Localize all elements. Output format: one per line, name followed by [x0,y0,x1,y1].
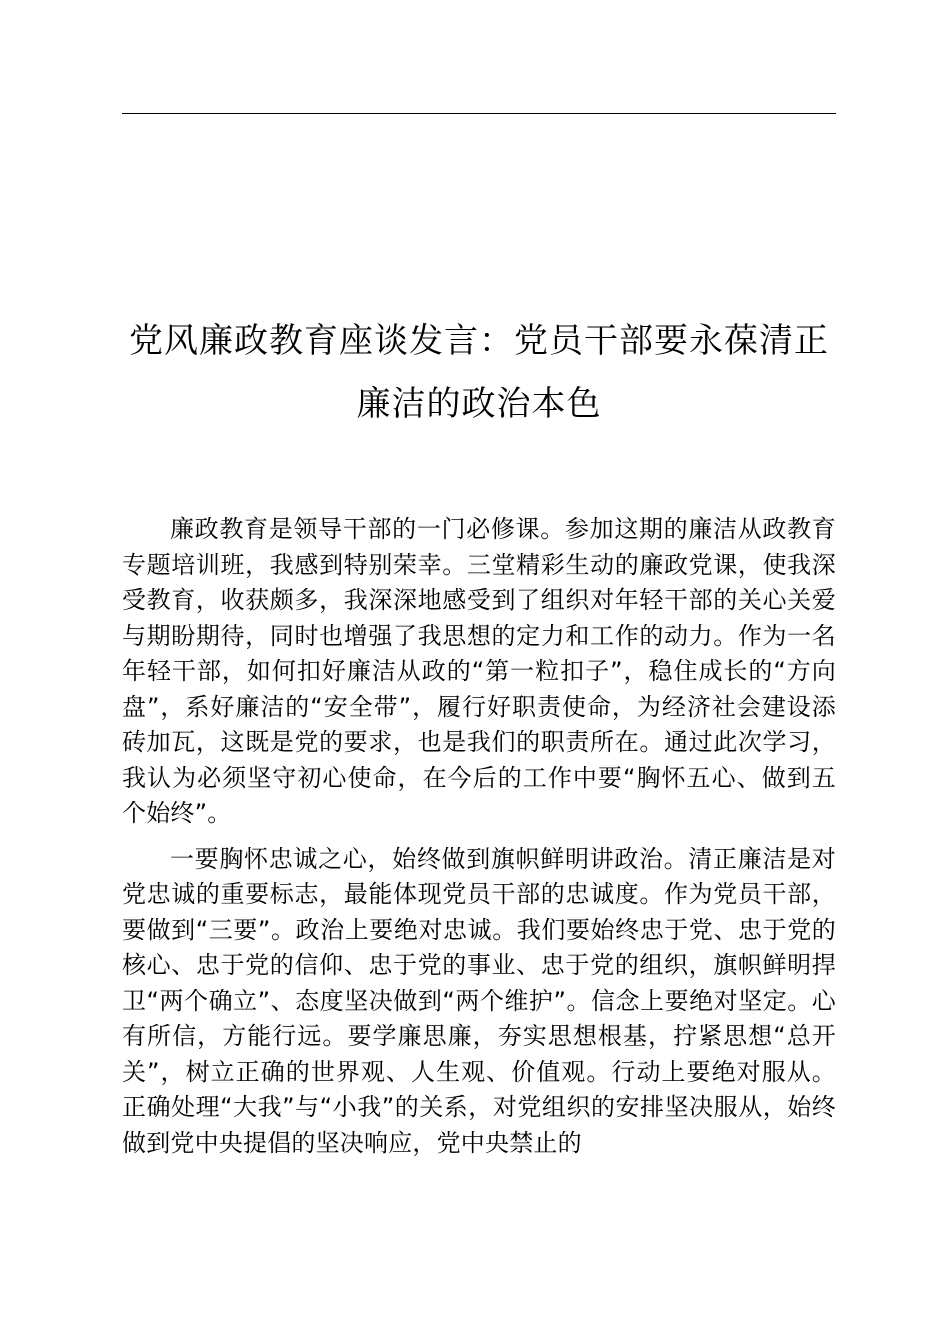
document-body [122,512,836,1171]
header-rule [122,113,836,114]
paragraph-2: 一要胸怀忠诚之心，始终做到旗帜鲜明讲政治。清正廉洁是对党忠诚的重要标志，最能体现党员干部的忠诚度。作为党员干部，要做到“三要”。政治上要绝对忠诚。我们要始终忠于党、忠于党的核心、忠于党的信仰、忠于党的事业、忠于党的组织，旗帜鲜明捍卫“两个确立”、态度坚决做到“两个维护”。信念上要绝对坚定。心有所信，方能行远。要学廉思廉，夯实思想根基，拧紧思想“总开关”，树立正确的世界观、人生观、价值观。行动上要绝对服从。正确处理“大我”与“小我”的关系，对党组织的安排坚决服从，始终做到党中央提倡的坚决响应，党中央禁止的 [122,844,836,1157]
document-title: 党风廉政教育座谈发言：党员干部要永葆清正廉洁的政治本色 [129,321,829,424]
paragraph-1: 廉政教育是领导干部的一门必修课。参加这期的廉洁从政教育专题培训班，我感到特别荣幸。三堂精彩生动的廉政党课，使我深受教育，收获颇多，我深深地感受到了组织对年轻干部的关心关爱与期盼期待，同时也增强了我思想的定力和工作的动力。作为一名年轻干部，如何扣好廉洁从政的“第一粒扣子”，稳住成长的“方向盘”，系好廉洁的“安全带”，履行好职责使命，为经济社会建设添砖加瓦，这既是党的要求，也是我们的职责所在。通过此次学习，我认为必须坚守初心使命，在今后的工作中要“胸怀五心、做到五个始终”。 [122,515,836,827]
